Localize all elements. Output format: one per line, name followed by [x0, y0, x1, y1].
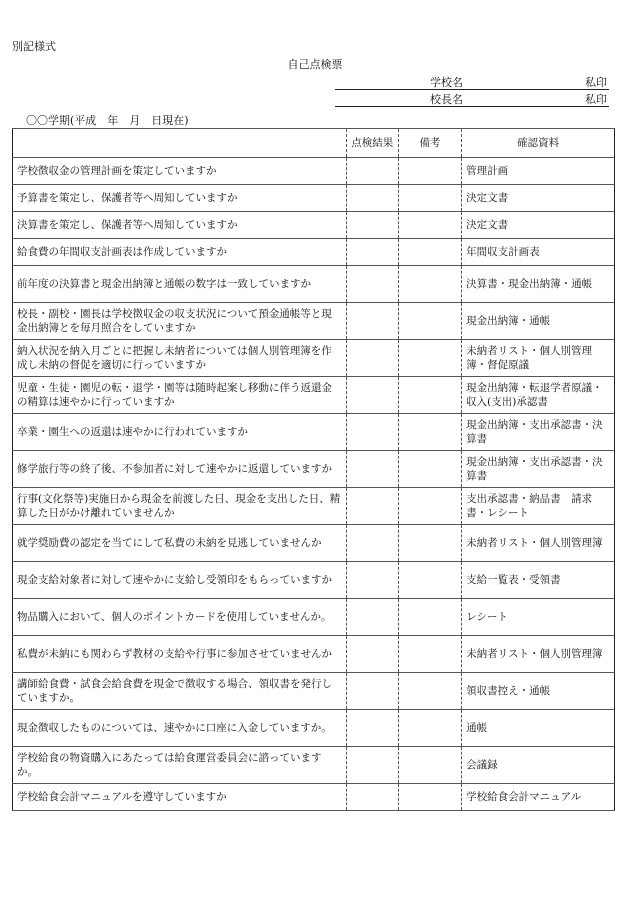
table-header-row [13, 129, 615, 158]
notes-cell[interactable] [398, 377, 461, 414]
notes-cell[interactable] [398, 212, 461, 239]
notes-cell[interactable] [398, 158, 461, 185]
header-item [13, 129, 347, 158]
check-item: 納入状況を納入月ごとに把握し未納者については個人別管理簿を作成し未納の督促を適切に行っていますか [13, 340, 347, 377]
confirmation-document: 支出承認書・納品書 請求書・レシート [462, 488, 615, 525]
confirmation-document: 現金出納簿・支出承認書・決算書 [462, 414, 615, 451]
check-result-cell[interactable] [346, 377, 398, 414]
table-row [13, 340, 615, 377]
table-row [13, 710, 615, 747]
principal-name-label: 校長名 [430, 93, 463, 106]
check-item: 修学旅行等の終了後、不参加者に対して速やかに返還していますか [13, 451, 347, 488]
table-row [13, 747, 615, 784]
confirmation-document: 未納者リスト・個人別管理簿 [462, 636, 615, 673]
confirmation-document: 会議録 [462, 747, 615, 784]
notes-cell[interactable] [398, 784, 461, 811]
check-result-cell[interactable] [346, 562, 398, 599]
confirmation-document: 管理計画 [462, 158, 615, 185]
principal-name-line [335, 90, 609, 107]
school-name-label: 学校名 [430, 76, 463, 89]
self-check-table [12, 128, 615, 811]
table-row [13, 525, 615, 562]
confirmation-document: 年間収支計画表 [462, 239, 615, 266]
table-row [13, 377, 615, 414]
check-item: 予算書を策定し、保護者等へ周知していますか [13, 185, 347, 212]
term-date-line: 〇〇学期(平成 年 月 日現在) [26, 114, 189, 127]
header-notes: 備考 [398, 129, 461, 158]
notes-cell[interactable] [398, 525, 461, 562]
school-name-line [335, 73, 609, 90]
notes-cell[interactable] [398, 747, 461, 784]
table-row [13, 158, 615, 185]
check-result-cell[interactable] [346, 414, 398, 451]
check-item: 給食費の年間収支計画表は作成していますか [13, 239, 347, 266]
confirmation-document: 現金出納簿・支出承認書・決算書 [462, 451, 615, 488]
check-item: 講師給食費・試食会給食費を現金で徴収する場合、領収書を発行していますか。 [13, 673, 347, 710]
confirmation-document: 学校給食会計マニュアル [462, 784, 615, 811]
check-item: 学校給食会計マニュアルを遵守していますか [13, 784, 347, 811]
confirmation-document: 決定文書 [462, 212, 615, 239]
confirmation-document: 通帳 [462, 710, 615, 747]
header-check-result: 点検結果 [346, 129, 398, 158]
notes-cell[interactable] [398, 710, 461, 747]
check-result-cell[interactable] [346, 710, 398, 747]
header-confirmation-documents: 確認資料 [462, 129, 615, 158]
notes-cell[interactable] [398, 185, 461, 212]
check-item: 校長・副校・園長は学校徴収金の収支状況について預金通帳等と現金出納簿とを毎月照合をしていますか [13, 303, 347, 340]
table-row [13, 185, 615, 212]
confirmation-document: 未納者リスト・個人別管理簿・督促原議 [462, 340, 615, 377]
confirmation-document: 未納者リスト・個人別管理簿 [462, 525, 615, 562]
confirmation-document: 現金出納簿・通帳 [462, 303, 615, 340]
check-result-cell[interactable] [346, 784, 398, 811]
table-row [13, 673, 615, 710]
confirmation-document: 領収書控え・通帳 [462, 673, 615, 710]
check-item: 学校徴収金の管理計画を策定していますか [13, 158, 347, 185]
confirmation-document: レシート [462, 599, 615, 636]
confirmation-document: 現金出納簿・転退学者原議・収入(支出)承認書 [462, 377, 615, 414]
notes-cell[interactable] [398, 303, 461, 340]
table-row [13, 414, 615, 451]
check-item: 決算書を策定し、保護者等へ周知していますか [13, 212, 347, 239]
check-item: 就学奨励費の認定を当てにして私費の未納を見逃していませんか [13, 525, 347, 562]
notes-cell[interactable] [398, 599, 461, 636]
table-row [13, 636, 615, 673]
confirmation-document: 支給一覧表・受領書 [462, 562, 615, 599]
check-result-cell[interactable] [346, 599, 398, 636]
check-result-cell[interactable] [346, 488, 398, 525]
check-item: 物品購入において、個人のポイントカードを使用していませんか。 [13, 599, 347, 636]
check-result-cell[interactable] [346, 266, 398, 303]
check-item: 現金徴収したものについては、速やかに口座に入金していますか。 [13, 710, 347, 747]
table-row [13, 784, 615, 811]
table-row [13, 239, 615, 266]
document-title: 自己点検票 [287, 58, 343, 71]
check-result-cell[interactable] [346, 158, 398, 185]
check-result-cell[interactable] [346, 451, 398, 488]
form-label: 別記様式 [12, 40, 56, 53]
check-item: 前年度の決算書と現金出納簿と通帳の数字は一致していますか [13, 266, 347, 303]
check-item: 学校給食の物資購入にあたっては給食運営委員会に諮っていますか。 [13, 747, 347, 784]
notes-cell[interactable] [398, 239, 461, 266]
check-result-cell[interactable] [346, 303, 398, 340]
notes-cell[interactable] [398, 488, 461, 525]
table-row [13, 451, 615, 488]
check-item: 私費が未納にも関わらず教材の支給や行事に参加させていませんか [13, 636, 347, 673]
confirmation-document: 決算書・現金出納簿・通帳 [462, 266, 615, 303]
check-result-cell[interactable] [346, 340, 398, 377]
notes-cell[interactable] [398, 636, 461, 673]
notes-cell[interactable] [398, 340, 461, 377]
notes-cell[interactable] [398, 673, 461, 710]
table-row [13, 562, 615, 599]
check-item: 児童・生徒・園児の転・退学・園等は随時起案し移動に伴う返還金の精算は速やかに行っていますか [13, 377, 347, 414]
check-result-cell[interactable] [346, 747, 398, 784]
check-result-cell[interactable] [346, 636, 398, 673]
check-item: 行事(文化祭等)実施日から現金を前渡した日、現金を支出した日、精算した日がかけ離れていませんか [13, 488, 347, 525]
confirmation-document: 決定文書 [462, 185, 615, 212]
check-result-cell[interactable] [346, 185, 398, 212]
principal-name-seal: 私印 [585, 93, 607, 106]
table-row [13, 599, 615, 636]
check-item: 現金支給対象者に対して速やかに支給し受領印をもらっていますか [13, 562, 347, 599]
notes-cell[interactable] [398, 562, 461, 599]
table-row [13, 303, 615, 340]
notes-cell[interactable] [398, 451, 461, 488]
school-name-seal: 私印 [585, 76, 607, 89]
table-row [13, 212, 615, 239]
table-row [13, 266, 615, 303]
check-result-cell[interactable] [346, 525, 398, 562]
check-result-cell[interactable] [346, 239, 398, 266]
notes-cell[interactable] [398, 414, 461, 451]
notes-cell[interactable] [398, 266, 461, 303]
table-row [13, 488, 615, 525]
check-item: 卒業・園生への返還は速やかに行われていますか [13, 414, 347, 451]
check-result-cell[interactable] [346, 212, 398, 239]
check-result-cell[interactable] [346, 673, 398, 710]
